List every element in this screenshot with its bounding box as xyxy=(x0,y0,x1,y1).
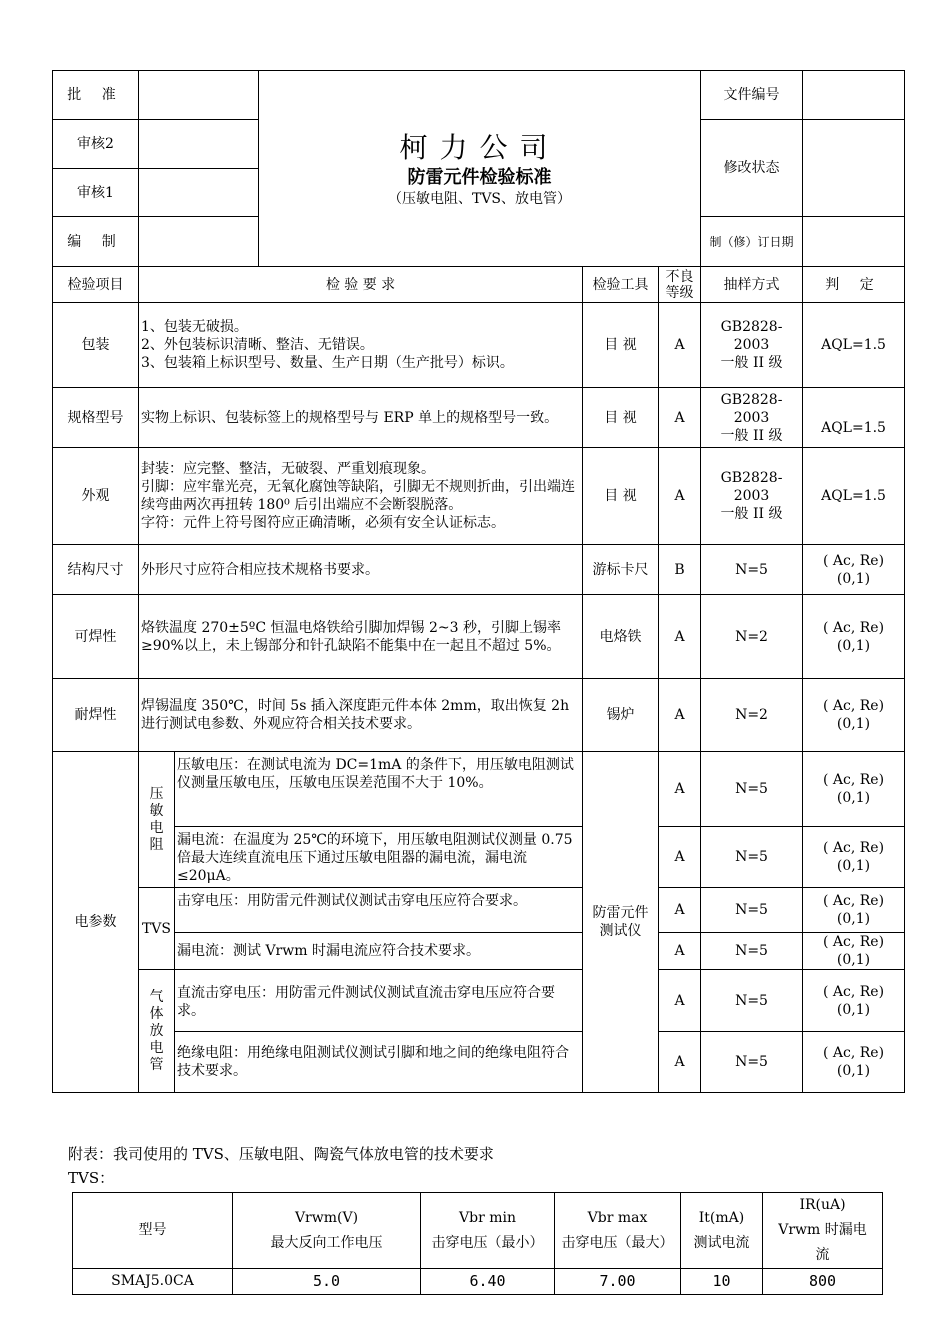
judge-cell xyxy=(803,1032,905,1093)
inspection-standard-table xyxy=(52,70,905,1093)
judge-line: (0,1) xyxy=(836,716,871,732)
sampling-cell: N=5 xyxy=(701,1032,803,1093)
judge-cell xyxy=(803,545,905,595)
grade-cell: A xyxy=(659,303,701,388)
review1-label: 审核1 xyxy=(53,169,139,217)
requirement-line: 1、包装无破损。 xyxy=(141,319,248,335)
table-row xyxy=(53,595,905,679)
header-line: Vbr max xyxy=(587,1209,648,1226)
requirement-line: 字符：元件上符号图符应正确清晰，必须有安全认证标志。 xyxy=(141,515,505,531)
document-subtitle: （压敏电阻、TVS、放电管） xyxy=(387,190,572,207)
date-label: 制（修）订日期 xyxy=(701,217,803,267)
judge-line: (0,1) xyxy=(836,911,871,927)
judge-line: (0,1) xyxy=(836,952,871,968)
judge-cell xyxy=(803,595,905,679)
sampling-cell: N=2 xyxy=(701,595,803,679)
header-vbr-max xyxy=(555,1193,681,1269)
table-row xyxy=(53,448,905,545)
sampling-line: 一般 II 级 xyxy=(720,355,783,371)
requirement-line: 3、包装箱上标识型号、数量、生产日期（生产批号）标识。 xyxy=(141,355,514,371)
item-cell: 规格型号 xyxy=(53,388,139,448)
sampling-cell xyxy=(701,303,803,388)
requirement-cell xyxy=(139,679,583,752)
judge-line: (0,1) xyxy=(836,1063,871,1079)
header-line: Vbr min xyxy=(459,1209,516,1226)
tvs-spec-table xyxy=(72,1192,883,1295)
table-row xyxy=(53,388,905,448)
sampling-line: GB2828-2003 xyxy=(720,391,783,426)
judge-cell xyxy=(803,679,905,752)
judge-line: ( Ac, Re) xyxy=(823,1045,885,1061)
judge-line: ( Ac, Re) xyxy=(823,552,885,569)
compile-label: 编 制 xyxy=(53,217,139,267)
table-row xyxy=(53,888,905,933)
grade-cell: A xyxy=(659,679,701,752)
item-cell: 电参数 xyxy=(53,752,139,1093)
judge-line: ( Ac, Re) xyxy=(823,619,885,636)
judge-cell xyxy=(803,933,905,970)
requirement-cell xyxy=(139,595,583,679)
sampling-cell: N=5 xyxy=(701,933,803,970)
grade-cell: A xyxy=(659,888,701,933)
cell-vrwm: 5.0 xyxy=(233,1269,421,1295)
judge-line: ( Ac, Re) xyxy=(823,772,885,788)
review1-value[interactable] xyxy=(139,169,259,217)
requirement-cell xyxy=(139,388,583,448)
requirement-line: 引脚：应牢靠光亮，无氧化腐蚀等缺陷，引脚无不规则折曲，引出端连续弯曲两次再扭转 180⁰ 后引出端应不会断裂脱落。 xyxy=(141,479,575,513)
table-row xyxy=(53,827,905,888)
judge-cell xyxy=(803,752,905,827)
grade-cell: B xyxy=(659,545,701,595)
grade-cell: A xyxy=(659,595,701,679)
judge-line: ( Ac, Re) xyxy=(823,840,885,856)
header-it xyxy=(681,1193,763,1269)
item-cell: 结构尺寸 xyxy=(53,545,139,595)
col-grade: 不良等级 xyxy=(659,267,701,303)
header-line: Vrwm(V) xyxy=(294,1209,359,1226)
item-cell: 可焊性 xyxy=(53,595,139,679)
appendix-title: 附表：我司使用的 TVS、压敏电阻、陶瓷气体放电管的技术要求 xyxy=(68,1145,494,1163)
table-row xyxy=(53,545,905,595)
requirement-line: 2、外包装标识清晰、整洁、无错误。 xyxy=(141,337,374,353)
header-line: It(mA) xyxy=(698,1209,745,1226)
doc-number-label: 文件编号 xyxy=(701,71,803,120)
grade-cell: A xyxy=(659,388,701,448)
requirement-cell xyxy=(139,545,583,595)
tool-cell: 防雷元件测试仪 xyxy=(583,752,659,1093)
sampling-cell: N=5 xyxy=(701,827,803,888)
appendix xyxy=(68,1142,494,1190)
requirement-line: 实物上标识、包装标签上的规格型号与 ERP 单上的规格型号一致。 xyxy=(141,409,559,426)
sampling-cell: N=5 xyxy=(701,888,803,933)
approve-label: 批 准 xyxy=(53,71,139,120)
header-line: 流 xyxy=(815,1247,830,1263)
grade-cell: A xyxy=(659,827,701,888)
requirement-cell: 绝缘电阻：用绝缘电阻测试仪测试引脚和地之间的绝缘电阻符合技术要求。 xyxy=(175,1032,583,1093)
tool-cell: 目 视 xyxy=(583,388,659,448)
header-model: 型号 xyxy=(73,1193,233,1269)
item-cell: 包装 xyxy=(53,303,139,388)
company-name: 柯力公司 xyxy=(399,130,560,164)
judge-cell: AQL=1.5 xyxy=(803,303,905,388)
judge-cell xyxy=(803,970,905,1032)
grade-cell: A xyxy=(659,448,701,545)
table-row xyxy=(53,933,905,970)
requirement-cell: 击穿电压：用防雷元件测试仪测试击穿电压应符合要求。 xyxy=(175,888,583,933)
compile-value[interactable] xyxy=(139,217,259,267)
header-vbr-min xyxy=(421,1193,555,1269)
review2-value[interactable] xyxy=(139,120,259,169)
judge-line: (0,1) xyxy=(836,790,871,806)
sampling-cell: N=5 xyxy=(701,752,803,827)
sampling-cell: N=5 xyxy=(701,545,803,595)
cell-vbr-max: 7.00 xyxy=(555,1269,681,1295)
review2-label: 审核2 xyxy=(53,120,139,169)
item-cell: 外观 xyxy=(53,448,139,545)
sampling-line: GB2828-2003 xyxy=(720,470,783,504)
sampling-cell xyxy=(701,388,803,448)
table-row xyxy=(53,679,905,752)
judge-cell xyxy=(803,827,905,888)
sampling-cell: N=5 xyxy=(701,970,803,1032)
requirement-cell: 压敏电压：在测试电流为 DC=1mA 的条件下，用压敏电阻测试仪测量压敏电压，压敏电压误差范围不大于 10%。 xyxy=(175,752,583,827)
tool-cell: 目 视 xyxy=(583,448,659,545)
table-row xyxy=(53,752,905,827)
judge-line: (0,1) xyxy=(836,637,871,654)
requirement-line: 封装：应完整、整洁，无破裂、严重划痕现象。 xyxy=(141,461,435,477)
header-ir xyxy=(763,1193,883,1269)
sampling-cell: N=2 xyxy=(701,679,803,752)
table-row xyxy=(53,303,905,388)
judge-cell xyxy=(803,888,905,933)
doc-number-value[interactable] xyxy=(803,71,905,120)
judge-cell: AQL=1.5 xyxy=(803,448,905,545)
cell-ir: 800 xyxy=(763,1269,883,1295)
sampling-cell xyxy=(701,448,803,545)
tool-cell: 目 视 xyxy=(583,303,659,388)
tool-cell: 电烙铁 xyxy=(583,595,659,679)
requirement-line: 焊锡温度 350℃，时间 5s 插入深度距元件本体 2mm，取出恢复 2h 进行测试电参数、外观应符合相关技术要求。 xyxy=(141,698,570,732)
table-row xyxy=(53,1032,905,1093)
cell-model: SMAJ5.0CA xyxy=(73,1269,233,1295)
item-cell: 耐焊性 xyxy=(53,679,139,752)
judge-line: ( Ac, Re) xyxy=(823,698,885,714)
grade-cell: A xyxy=(659,752,701,827)
grade-cell: A xyxy=(659,933,701,970)
revision-value[interactable] xyxy=(803,120,905,217)
header-line: IR(uA) xyxy=(799,1197,846,1213)
judge-line: (0,1) xyxy=(836,570,871,587)
requirement-cell: 漏电流：在温度为 25℃的环境下，用压敏电阻测试仪测量 0.75 倍最大连续直流电压下通过压敏电阻器的漏电流，漏电流≤20μA。 xyxy=(175,827,583,888)
header-vrwm xyxy=(233,1193,421,1269)
judge-line: ( Ac, Re) xyxy=(823,983,885,1000)
title-block xyxy=(259,71,701,267)
col-item: 检验项目 xyxy=(53,267,139,303)
col-judge: 判 定 xyxy=(803,267,905,303)
judge-line: (0,1) xyxy=(836,858,871,874)
document-title: 防雷元件检验标准 xyxy=(407,166,552,188)
sampling-line: 一般 II 级 xyxy=(720,427,783,444)
judge-line: (0,1) xyxy=(836,1001,871,1018)
requirement-line: 烙铁温度 270±5ºC 恒温电烙铁给引脚加焊锡 2~3 秒，引脚上锡率≥90%以上，未上锡部分和针孔缺陷不能集中在一起且不超过 5%。 xyxy=(141,619,561,654)
header-line: 击穿电压（最大） xyxy=(561,1234,674,1251)
col-sampling: 抽样方式 xyxy=(701,267,803,303)
header-line: 测试电流 xyxy=(693,1234,750,1251)
header-line: 击穿电压（最小） xyxy=(431,1234,544,1251)
group-varistor xyxy=(139,752,175,888)
table-header-row xyxy=(73,1193,883,1269)
requirement-cell xyxy=(139,448,583,545)
judge-line: ( Ac, Re) xyxy=(823,893,885,909)
header-line: Vrwm 时漏电 xyxy=(778,1222,867,1238)
tool-cell: 锡炉 xyxy=(583,679,659,752)
requirement-cell xyxy=(139,303,583,388)
col-tool: 检验工具 xyxy=(583,267,659,303)
table-row xyxy=(53,970,905,1032)
requirement-cell: 直流击穿电压：用防雷元件测试仪测试直流击穿电压应符合要求。 xyxy=(175,970,583,1032)
header-line: 最大反向工作电压 xyxy=(270,1234,383,1251)
judge-cell: AQL=1.5 xyxy=(803,388,905,448)
sampling-line: 一般 II 级 xyxy=(720,506,783,522)
group-name-vertical: 气体放电管 xyxy=(149,988,164,1073)
group-name-vertical: 压敏电阻 xyxy=(149,785,164,853)
requirement-line: 外形尺寸应符合相应技术规格书要求。 xyxy=(141,561,379,578)
group-gas-tube xyxy=(139,970,175,1093)
judge-line: ( Ac, Re) xyxy=(823,934,885,950)
table-row xyxy=(73,1269,883,1295)
tvs-label: TVS： xyxy=(68,1169,115,1187)
grade-cell: A xyxy=(659,1032,701,1093)
sampling-line: GB2828-2003 xyxy=(720,319,783,353)
revision-label: 修改状态 xyxy=(701,120,803,217)
approve-value[interactable] xyxy=(139,71,259,120)
tool-cell: 游标卡尺 xyxy=(583,545,659,595)
requirement-cell: 漏电流：测试 Vrwm 时漏电流应符合技术要求。 xyxy=(175,933,583,970)
col-requirement: 检 验 要 求 xyxy=(139,267,583,303)
grade-cell: A xyxy=(659,970,701,1032)
date-value[interactable] xyxy=(803,217,905,267)
cell-it: 10 xyxy=(681,1269,763,1295)
cell-vbr-min: 6.40 xyxy=(421,1269,555,1295)
group-tvs: TVS xyxy=(139,888,175,970)
